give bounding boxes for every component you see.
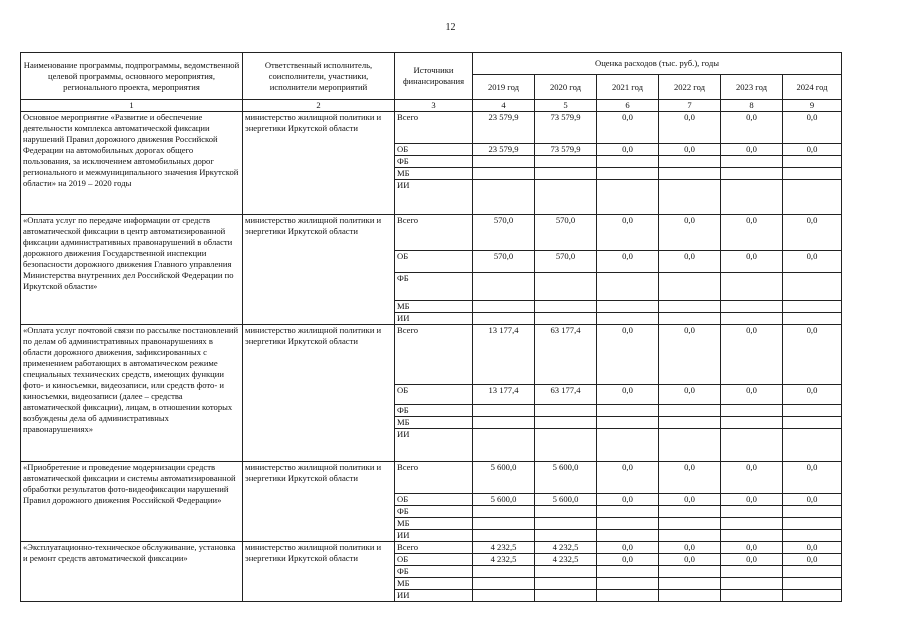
amount-cell: 0,0: [721, 144, 783, 156]
amount-cell: [783, 168, 842, 180]
amount-cell: [783, 301, 842, 313]
page-number: 12: [445, 22, 456, 33]
amount-cell: [783, 313, 842, 325]
amount-cell: [659, 518, 721, 530]
amount-cell: [783, 417, 842, 429]
amount-cell: 0,0: [659, 144, 721, 156]
funding-source-cell: МБ: [395, 417, 473, 429]
header-executor: Ответственный исполнитель, соисполнители, участники, исполнители мероприятий: [243, 53, 395, 100]
column-index: 6: [597, 100, 659, 112]
amount-cell: [597, 530, 659, 542]
amount-cell: 0,0: [597, 494, 659, 506]
program-name-cell: «Приобретение и проведение модернизации средств автоматической фиксации и системы автоматизированной обработки результатов фото-видеофиксации нарушений Правил дорожного движения Российской Федерации»: [21, 462, 243, 542]
amount-cell: 63 177,4: [535, 385, 597, 405]
amount-cell: [783, 405, 842, 417]
amount-cell: 0,0: [783, 494, 842, 506]
amount-cell: 0,0: [721, 251, 783, 273]
column-index: 7: [659, 100, 721, 112]
amount-cell: 63 177,4: [535, 325, 597, 385]
amount-cell: [473, 180, 535, 215]
amount-cell: 0,0: [597, 251, 659, 273]
amount-cell: 0,0: [659, 494, 721, 506]
funding-source-cell: Всего: [395, 462, 473, 494]
amount-cell: 570,0: [535, 215, 597, 251]
amount-cell: [473, 578, 535, 590]
amount-cell: 0,0: [721, 462, 783, 494]
amount-cell: [473, 301, 535, 313]
funding-source-cell: ОБ: [395, 144, 473, 156]
amount-cell: [473, 417, 535, 429]
amount-cell: [535, 273, 597, 301]
amount-cell: 0,0: [659, 325, 721, 385]
amount-cell: [783, 429, 842, 462]
amount-cell: [783, 590, 842, 602]
funding-source-cell: Всего: [395, 215, 473, 251]
funding-source-cell: ОБ: [395, 494, 473, 506]
funding-source-cell: ОБ: [395, 385, 473, 405]
amount-cell: 0,0: [597, 325, 659, 385]
amount-cell: 0,0: [659, 542, 721, 554]
amount-cell: [659, 301, 721, 313]
amount-cell: 13 177,4: [473, 325, 535, 385]
amount-cell: 0,0: [597, 215, 659, 251]
amount-cell: [535, 156, 597, 168]
amount-cell: [597, 578, 659, 590]
funding-source-cell: МБ: [395, 518, 473, 530]
amount-cell: [473, 590, 535, 602]
amount-cell: 4 232,5: [535, 542, 597, 554]
executor-cell: министерство жилищной политики и энергетики Иркутской области: [243, 542, 395, 602]
amount-cell: 0,0: [783, 542, 842, 554]
header-year: 2023 год: [721, 75, 783, 100]
amount-cell: [783, 273, 842, 301]
program-name-cell: «Оплата услуг по передаче информации от средств автоматической фиксации в центр автоматизированной фиксации административных правонарушений в области дорожного движения Государственной инспекции безопасности дорожного движения Главного управления Министерства внутренних дел Российской Федерации по Иркутской области»: [21, 215, 243, 325]
executor-cell: министерство жилищной политики и энергетики Иркутской области: [243, 462, 395, 542]
amount-cell: [597, 156, 659, 168]
amount-cell: [659, 273, 721, 301]
amount-cell: [721, 578, 783, 590]
header-costs: Оценка расходов (тыс. руб.), годы: [473, 53, 842, 75]
amount-cell: 0,0: [659, 112, 721, 144]
amount-cell: [721, 506, 783, 518]
amount-cell: 0,0: [659, 462, 721, 494]
funding-source-cell: МБ: [395, 301, 473, 313]
amount-cell: [535, 180, 597, 215]
funding-source-cell: ОБ: [395, 251, 473, 273]
index-row: [21, 100, 842, 112]
amount-cell: [721, 518, 783, 530]
column-index: 1: [21, 100, 243, 112]
column-index: 8: [721, 100, 783, 112]
header-source: Источники финансирования: [395, 53, 473, 100]
funding-source-cell: МБ: [395, 168, 473, 180]
funding-source-cell: Всего: [395, 112, 473, 144]
amount-cell: 4 232,5: [473, 554, 535, 566]
column-index: 9: [783, 100, 842, 112]
table-body: [21, 112, 842, 602]
amount-cell: [597, 273, 659, 301]
amount-cell: 0,0: [783, 215, 842, 251]
funding-source-cell: МБ: [395, 578, 473, 590]
funding-source-cell: ФБ: [395, 405, 473, 417]
amount-cell: 0,0: [659, 251, 721, 273]
amount-cell: [535, 578, 597, 590]
funding-source-cell: ФБ: [395, 156, 473, 168]
amount-cell: 0,0: [721, 542, 783, 554]
amount-cell: 0,0: [721, 385, 783, 405]
amount-cell: 0,0: [721, 215, 783, 251]
amount-cell: [721, 405, 783, 417]
amount-cell: [721, 301, 783, 313]
amount-cell: [659, 156, 721, 168]
table-row: [21, 112, 842, 144]
amount-cell: 0,0: [597, 144, 659, 156]
amount-cell: [535, 301, 597, 313]
amount-cell: 5 600,0: [535, 462, 597, 494]
amount-cell: [721, 566, 783, 578]
budget-table: [20, 52, 842, 602]
amount-cell: 570,0: [535, 251, 597, 273]
program-name-cell: «Оплата услуг почтовой связи по рассылке постановлений по делам об административных правонарушениях в области дорожного движения, зафиксированных с применением работающих в автоматическом режиме специальных технических средств, имеющих функции фото- и киносъемки, видеозаписи, или средств фото- и киносъемки, видеозаписи (далее – средства автоматической фиксации), лицам, в отношении которых возбуждены дела об административных правонарушениях»: [21, 325, 243, 462]
amount-cell: 570,0: [473, 215, 535, 251]
amount-cell: 23 579,9: [473, 144, 535, 156]
amount-cell: [597, 590, 659, 602]
amount-cell: 0,0: [783, 462, 842, 494]
amount-cell: [535, 506, 597, 518]
amount-cell: [535, 590, 597, 602]
column-index: 4: [473, 100, 535, 112]
amount-cell: 0,0: [783, 112, 842, 144]
funding-source-cell: ОБ: [395, 554, 473, 566]
amount-cell: 0,0: [597, 462, 659, 494]
amount-cell: [597, 506, 659, 518]
amount-cell: [535, 518, 597, 530]
amount-cell: [783, 530, 842, 542]
amount-cell: 0,0: [597, 112, 659, 144]
amount-cell: [721, 417, 783, 429]
amount-cell: [659, 168, 721, 180]
column-index: 2: [243, 100, 395, 112]
amount-cell: [535, 417, 597, 429]
amount-cell: 5 600,0: [473, 462, 535, 494]
header-year: 2019 год: [473, 75, 535, 100]
amount-cell: [597, 405, 659, 417]
amount-cell: [783, 578, 842, 590]
amount-cell: [783, 566, 842, 578]
amount-cell: [659, 405, 721, 417]
amount-cell: [659, 429, 721, 462]
amount-cell: [597, 313, 659, 325]
amount-cell: 0,0: [721, 554, 783, 566]
amount-cell: 73 579,9: [535, 144, 597, 156]
amount-cell: 5 600,0: [535, 494, 597, 506]
executor-cell: министерство жилищной политики и энергетики Иркутской области: [243, 112, 395, 215]
amount-cell: [535, 429, 597, 462]
amount-cell: 0,0: [721, 325, 783, 385]
funding-source-cell: ФБ: [395, 506, 473, 518]
amount-cell: 0,0: [783, 251, 842, 273]
amount-cell: 570,0: [473, 251, 535, 273]
amount-cell: 0,0: [659, 554, 721, 566]
amount-cell: 5 600,0: [473, 494, 535, 506]
header-year: 2022 год: [659, 75, 721, 100]
amount-cell: 0,0: [659, 385, 721, 405]
amount-cell: [597, 566, 659, 578]
amount-cell: [535, 313, 597, 325]
amount-cell: [721, 530, 783, 542]
amount-cell: 0,0: [597, 385, 659, 405]
funding-source-cell: ИИ: [395, 590, 473, 602]
amount-cell: [659, 566, 721, 578]
amount-cell: [473, 168, 535, 180]
amount-cell: [535, 530, 597, 542]
amount-cell: [535, 405, 597, 417]
amount-cell: [597, 518, 659, 530]
amount-cell: [473, 405, 535, 417]
program-name-cell: Основное мероприятие «Развитие и обеспечение деятельности комплекса автоматической фиксации нарушений Правил дорожного движения Российской Федерации на автомобильных дорогах общего пользования, за исключением автомобильных дорог регионального и межмуниципального значения Иркутской области» на 2019 – 2020 годы: [21, 112, 243, 215]
table-header: [21, 53, 842, 112]
amount-cell: [535, 168, 597, 180]
funding-source-cell: ИИ: [395, 180, 473, 215]
amount-cell: [721, 313, 783, 325]
amount-cell: 23 579,9: [473, 112, 535, 144]
table-row: [21, 462, 842, 494]
amount-cell: [473, 518, 535, 530]
amount-cell: 0,0: [721, 494, 783, 506]
amount-cell: [597, 429, 659, 462]
table-row: [21, 325, 842, 385]
amount-cell: [473, 313, 535, 325]
amount-cell: [721, 180, 783, 215]
amount-cell: [721, 273, 783, 301]
header-name: Наименование программы, подпрограммы, ведомственной целевой программы, основного мероприятия, регионального проекта, мероприятия: [21, 53, 243, 100]
funding-source-cell: ИИ: [395, 429, 473, 462]
amount-cell: [659, 180, 721, 215]
amount-cell: 0,0: [783, 325, 842, 385]
header-year: 2024 год: [783, 75, 842, 100]
amount-cell: [473, 429, 535, 462]
amount-cell: 13 177,4: [473, 385, 535, 405]
amount-cell: [659, 590, 721, 602]
amount-cell: [535, 566, 597, 578]
amount-cell: [597, 301, 659, 313]
amount-cell: 0,0: [721, 112, 783, 144]
amount-cell: [659, 313, 721, 325]
amount-cell: [473, 566, 535, 578]
column-index: 3: [395, 100, 473, 112]
amount-cell: [659, 578, 721, 590]
amount-cell: [721, 590, 783, 602]
amount-cell: 0,0: [783, 385, 842, 405]
amount-cell: [783, 156, 842, 168]
amount-cell: 4 232,5: [473, 542, 535, 554]
executor-cell: министерство жилищной политики и энергетики Иркутской области: [243, 215, 395, 325]
header-year: 2020 год: [535, 75, 597, 100]
amount-cell: 4 232,5: [535, 554, 597, 566]
amount-cell: [721, 168, 783, 180]
amount-cell: [659, 506, 721, 518]
funding-source-cell: Всего: [395, 542, 473, 554]
table-row: [21, 215, 842, 251]
amount-cell: 0,0: [659, 215, 721, 251]
amount-cell: 0,0: [597, 542, 659, 554]
executor-cell: министерство жилищной политики и энергетики Иркутской области: [243, 325, 395, 462]
funding-source-cell: ИИ: [395, 530, 473, 542]
amount-cell: [473, 506, 535, 518]
amount-cell: [721, 156, 783, 168]
program-name-cell: «Эксплуатационно-техническое обслуживание, установка и ремонт средств автоматической фиксации»: [21, 542, 243, 602]
amount-cell: [473, 273, 535, 301]
amount-cell: [783, 518, 842, 530]
header-year: 2021 год: [597, 75, 659, 100]
amount-cell: [473, 156, 535, 168]
table-row: [21, 542, 842, 554]
amount-cell: [783, 180, 842, 215]
amount-cell: [659, 417, 721, 429]
amount-cell: 0,0: [783, 144, 842, 156]
funding-source-cell: ФБ: [395, 566, 473, 578]
amount-cell: [597, 417, 659, 429]
amount-cell: [721, 429, 783, 462]
amount-cell: [783, 506, 842, 518]
amount-cell: 0,0: [597, 554, 659, 566]
column-index: 5: [535, 100, 597, 112]
amount-cell: [473, 530, 535, 542]
funding-source-cell: ИИ: [395, 313, 473, 325]
funding-source-cell: Всего: [395, 325, 473, 385]
amount-cell: [597, 180, 659, 215]
amount-cell: [597, 168, 659, 180]
amount-cell: 0,0: [783, 554, 842, 566]
amount-cell: 73 579,9: [535, 112, 597, 144]
funding-source-cell: ФБ: [395, 273, 473, 301]
amount-cell: [659, 530, 721, 542]
